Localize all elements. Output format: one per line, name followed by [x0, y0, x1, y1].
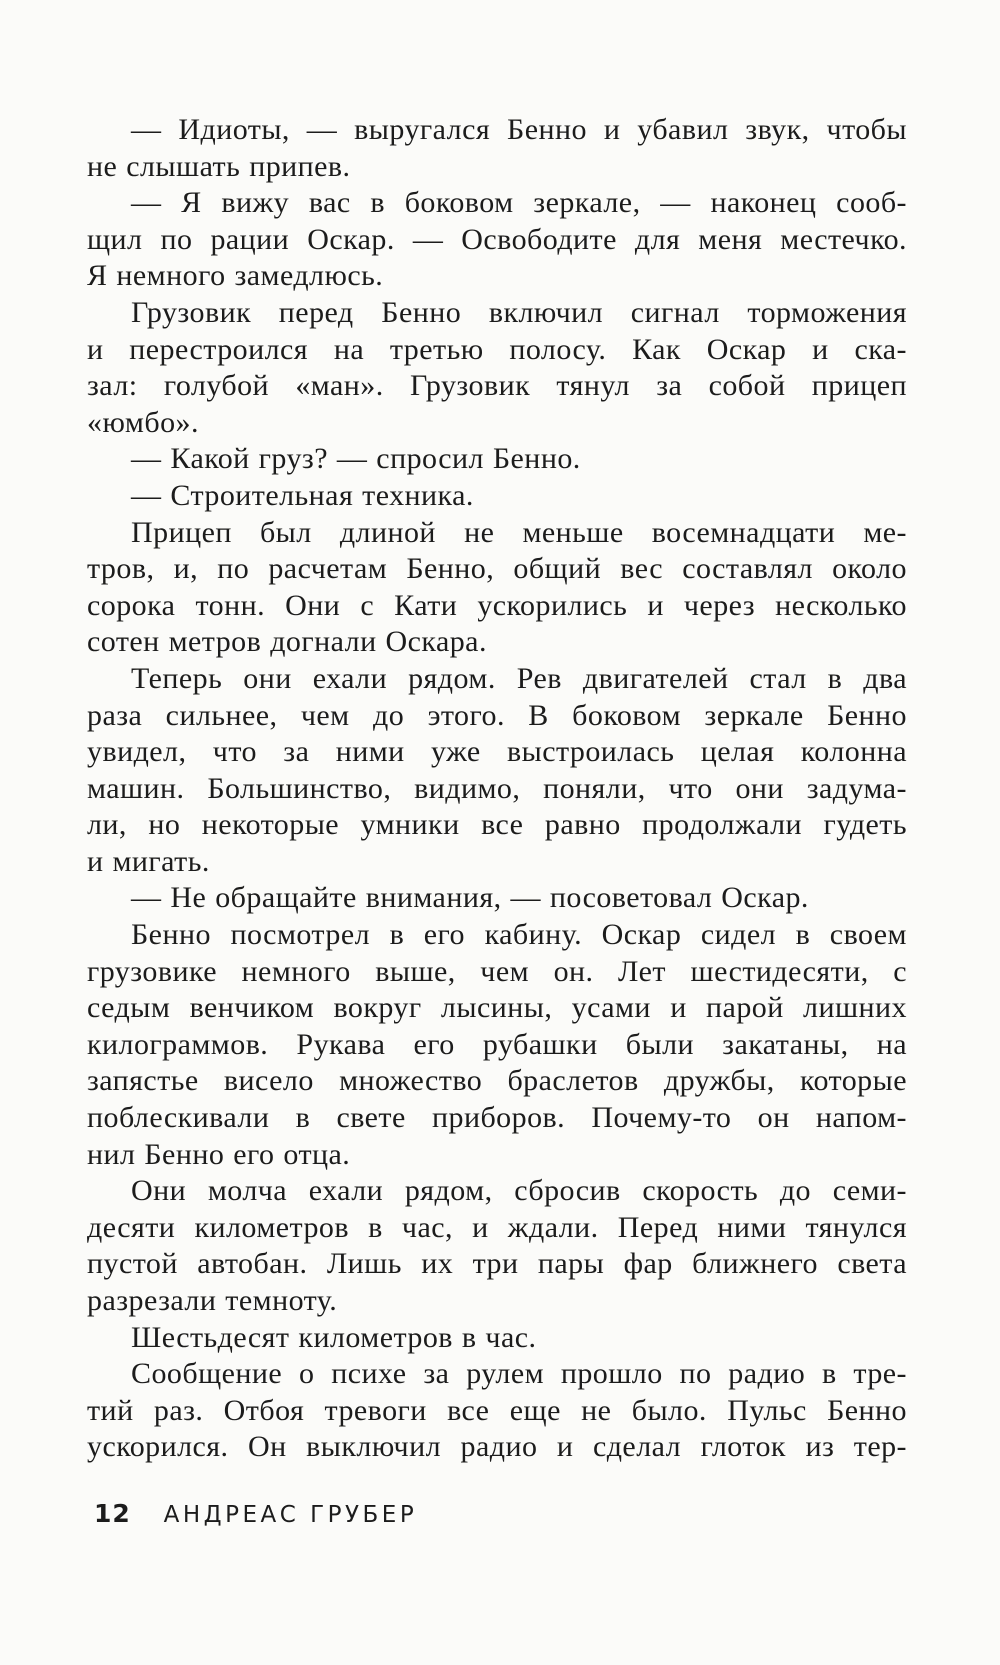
text-line: увидел, что за ними уже выстроилась целая колонна — [87, 735, 907, 769]
text-line: «юмбо». — [87, 405, 199, 439]
text-line: седым венчиком вокруг лысины, усами и парой лишних — [87, 991, 907, 1025]
text-line: — Какой груз? — спросил Бенно. — [131, 442, 581, 476]
text-line: сотен метров догнали Оскара. — [87, 625, 487, 659]
text-line: щил по рации Оскар. — Освободите для меня местечко. — [87, 222, 907, 256]
text-line: Грузовик перед Бенно включил сигнал торможения — [131, 295, 907, 329]
text-line: Бенно посмотрел в его кабину. Оскар сидел в своем — [131, 918, 907, 952]
text-line: — Строительная техника. — [131, 478, 474, 512]
text-line: раза сильнее, чем до этого. В боковом зеркале Бенно — [87, 698, 907, 732]
text-line: разрезали темноту. — [87, 1284, 338, 1317]
text-line: Сообщение о психе за рулем прошло по радио в тре- — [131, 1357, 907, 1391]
text-line: Прицеп был длиной не меньше восемнадцати ме- — [131, 515, 907, 549]
text-line: — Идиоты, — выругался Бенно и убавил звук, чтобы — [131, 113, 907, 146]
text-line: и мигать. — [87, 844, 210, 878]
text-line: Шестьдесят километров в час. — [131, 1320, 537, 1354]
text-line: грузовике немного выше, чем он. Лет шестидесяти, с — [87, 954, 907, 988]
text-line: десяти километров в час, и ждали. Перед ними тянулся — [87, 1210, 907, 1244]
text-line: — Не обращайте внимания, — посоветовал Оскар. — [131, 881, 809, 915]
author-name: АНДРЕАС ГРУБЕР — [163, 1502, 418, 1528]
text-line: Я немного замедлюсь. — [87, 259, 384, 293]
body-text — [87, 112, 907, 1466]
text-line: нил Бенно его отца. — [87, 1137, 351, 1171]
text-line: тий раз. Отбоя тревоги все еще не было. Пульс Бенно — [87, 1393, 907, 1427]
text-line: тров, и, по расчетам Бенно, общий вес составлял около — [87, 552, 907, 586]
text-line: — Я вижу вас в боковом зеркале, — наконец сооб- — [131, 186, 907, 220]
text-line: не слышать припев. — [87, 149, 351, 183]
text-line: запястье висело множество браслетов дружбы, которые — [87, 1064, 907, 1098]
text-line: килограммов. Рукава его рубашки были закатаны, на — [87, 1027, 907, 1061]
text-line: зал: голубой «ман». Грузовик тянул за собой прицеп — [87, 369, 907, 403]
page-number: 12 — [94, 1499, 131, 1528]
text-line: поблескивали в свете приборов. Почему-то он напом- — [87, 1101, 907, 1135]
text-line: и перестроился на третью полосу. Как Оскар и ска- — [87, 332, 907, 366]
text-line: ускорился. Он выключил радио и сделал глоток из тер- — [87, 1430, 907, 1464]
text-line: ли, но некоторые умники все равно продолжали гудеть — [87, 808, 907, 842]
text-line: сорока тонн. Они с Кати ускорились и через несколько — [87, 588, 907, 622]
text-line: Они молча ехали рядом, сбросив скорость до семи- — [131, 1174, 907, 1208]
text-line: машин. Большинство, видимо, поняли, что они задума- — [87, 771, 907, 805]
text-line: Теперь они ехали рядом. Рев двигателей стал в два — [131, 661, 907, 695]
running-footer — [94, 1499, 417, 1528]
text-line: пустой автобан. Лишь их три пары фар ближнего света — [87, 1247, 907, 1281]
